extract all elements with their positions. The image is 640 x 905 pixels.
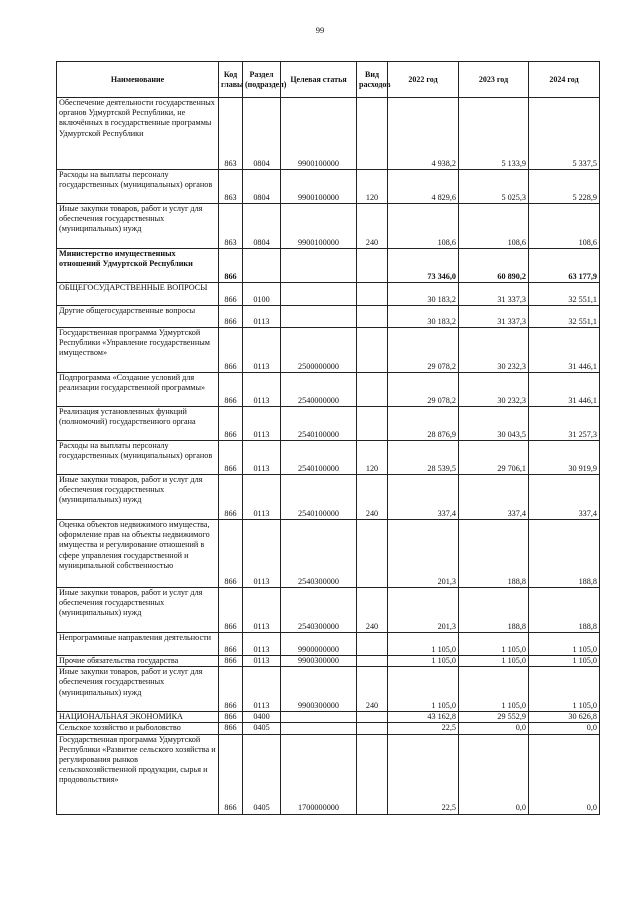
row-2024: 63 177,9 bbox=[529, 249, 600, 283]
row-2023: 30 232,3 bbox=[459, 373, 529, 407]
row-2024: 31 446,1 bbox=[529, 328, 600, 373]
row-code: 866 bbox=[219, 249, 243, 283]
row-2023: 337,4 bbox=[459, 475, 529, 520]
row-2024: 30 626,8 bbox=[529, 712, 600, 723]
row-type: 240 bbox=[357, 588, 388, 633]
row-2023: 29 706,1 bbox=[459, 441, 529, 475]
table-row bbox=[57, 656, 600, 667]
row-section: 0113 bbox=[243, 633, 281, 656]
row-2023: 5 025,3 bbox=[459, 170, 529, 204]
row-2022: 1 105,0 bbox=[388, 656, 459, 667]
table-row bbox=[57, 170, 600, 204]
row-2023: 30 043,5 bbox=[459, 407, 529, 441]
row-2024: 188,8 bbox=[529, 520, 600, 588]
row-code: 863 bbox=[219, 98, 243, 170]
row-2023: 31 337,3 bbox=[459, 283, 529, 306]
row-2022: 337,4 bbox=[388, 475, 459, 520]
table-row bbox=[57, 723, 600, 734]
row-2024: 5 337,5 bbox=[529, 98, 600, 170]
row-2023: 1 105,0 bbox=[459, 667, 529, 712]
row-code: 866 bbox=[219, 475, 243, 520]
row-name: ОБЩЕГОСУДАРСТВЕННЫЕ ВОПРОСЫ bbox=[57, 283, 219, 306]
row-name: Иные закупки товаров, работ и услуг для обеспечения государственных (муниципальных) нужд bbox=[57, 588, 219, 633]
table-row bbox=[57, 98, 600, 170]
header-type: Вид расходов bbox=[357, 62, 388, 98]
header-section: Раздел (подраздел) bbox=[243, 62, 281, 98]
row-2022: 4 938,2 bbox=[388, 98, 459, 170]
row-2023: 188,8 bbox=[459, 588, 529, 633]
row-section: 0113 bbox=[243, 306, 281, 328]
header-article: Целевая статья bbox=[281, 62, 357, 98]
row-section: 0100 bbox=[243, 283, 281, 306]
row-name: Расходы на выплаты персоналу государственных (муниципальных) органов bbox=[57, 441, 219, 475]
row-2022: 201,3 bbox=[388, 588, 459, 633]
row-name: Государственная программа Удмуртской Республики «Развитие сельского хозяйства и регулирования рынков сельскохозяйственной продукции, сырья и продовольствия» bbox=[57, 734, 219, 814]
row-2022: 28 876,9 bbox=[388, 407, 459, 441]
row-article: 2540100000 bbox=[281, 407, 357, 441]
row-2022: 22,5 bbox=[388, 734, 459, 814]
table-row bbox=[57, 249, 600, 283]
row-section: 0113 bbox=[243, 667, 281, 712]
row-section: 0113 bbox=[243, 441, 281, 475]
row-article: 2540300000 bbox=[281, 520, 357, 588]
row-type bbox=[357, 249, 388, 283]
row-type bbox=[357, 306, 388, 328]
row-2022: 29 078,2 bbox=[388, 328, 459, 373]
table-row bbox=[57, 204, 600, 249]
row-2022: 201,3 bbox=[388, 520, 459, 588]
row-article: 9900100000 bbox=[281, 170, 357, 204]
row-2024: 32 551,1 bbox=[529, 306, 600, 328]
row-2022: 43 162,8 bbox=[388, 712, 459, 723]
row-article: 9900100000 bbox=[281, 98, 357, 170]
row-article: 1700000000 bbox=[281, 734, 357, 814]
row-2023: 0,0 bbox=[459, 723, 529, 734]
row-section: 0804 bbox=[243, 170, 281, 204]
row-2024: 0,0 bbox=[529, 734, 600, 814]
row-name: Подпрограмма «Создание условий для реализации государственной программы» bbox=[57, 373, 219, 407]
row-section: 0113 bbox=[243, 588, 281, 633]
row-code: 866 bbox=[219, 734, 243, 814]
row-code: 866 bbox=[219, 283, 243, 306]
row-2022: 73 346,0 bbox=[388, 249, 459, 283]
row-2023: 1 105,0 bbox=[459, 656, 529, 667]
row-section: 0400 bbox=[243, 712, 281, 723]
row-2024: 0,0 bbox=[529, 723, 600, 734]
table-row bbox=[57, 588, 600, 633]
row-section: 0113 bbox=[243, 373, 281, 407]
budget-table bbox=[56, 61, 600, 815]
row-type bbox=[357, 407, 388, 441]
row-section: 0113 bbox=[243, 520, 281, 588]
row-2024: 1 105,0 bbox=[529, 633, 600, 656]
row-name: Другие общегосударственные вопросы bbox=[57, 306, 219, 328]
row-2022: 28 539,5 bbox=[388, 441, 459, 475]
row-2024: 5 228,9 bbox=[529, 170, 600, 204]
row-2024: 108,6 bbox=[529, 204, 600, 249]
row-code: 866 bbox=[219, 712, 243, 723]
row-code: 866 bbox=[219, 441, 243, 475]
row-2023: 188,8 bbox=[459, 520, 529, 588]
table-row bbox=[57, 373, 600, 407]
row-type bbox=[357, 656, 388, 667]
row-2024: 188,8 bbox=[529, 588, 600, 633]
row-type bbox=[357, 633, 388, 656]
row-name: Непрограммные направления деятельности bbox=[57, 633, 219, 656]
row-2023: 108,6 bbox=[459, 204, 529, 249]
header-2022: 2022 год bbox=[388, 62, 459, 98]
row-name: НАЦИОНАЛЬНАЯ ЭКОНОМИКА bbox=[57, 712, 219, 723]
row-2023: 60 890,2 bbox=[459, 249, 529, 283]
row-name: Министерство имущественных отношений Удмуртской Республики bbox=[57, 249, 219, 283]
row-name: Обеспечение деятельности государственных органов Удмуртской Республики, не включённых в государственные программы Удмуртской Республики bbox=[57, 98, 219, 170]
row-article: 2540300000 bbox=[281, 588, 357, 633]
row-type: 240 bbox=[357, 667, 388, 712]
row-type bbox=[357, 712, 388, 723]
header-code: Код главы bbox=[219, 62, 243, 98]
row-name: Расходы на выплаты персоналу государственных (муниципальных) органов bbox=[57, 170, 219, 204]
row-type bbox=[357, 520, 388, 588]
table-row bbox=[57, 283, 600, 306]
row-name: Иные закупки товаров, работ и услуг для обеспечения государственных (муниципальных) нужд bbox=[57, 667, 219, 712]
row-code: 866 bbox=[219, 407, 243, 441]
row-section: 0405 bbox=[243, 723, 281, 734]
row-2022: 1 105,0 bbox=[388, 633, 459, 656]
header-2024: 2024 год bbox=[529, 62, 600, 98]
row-type bbox=[357, 283, 388, 306]
header-2023: 2023 год bbox=[459, 62, 529, 98]
table-row bbox=[57, 734, 600, 814]
row-article bbox=[281, 283, 357, 306]
row-2024: 1 105,0 bbox=[529, 656, 600, 667]
row-type bbox=[357, 723, 388, 734]
row-name: Иные закупки товаров, работ и услуг для обеспечения государственных (муниципальных) нужд bbox=[57, 204, 219, 249]
table-row bbox=[57, 667, 600, 712]
row-code: 866 bbox=[219, 723, 243, 734]
row-code: 866 bbox=[219, 656, 243, 667]
row-2024: 1 105,0 bbox=[529, 667, 600, 712]
row-code: 866 bbox=[219, 520, 243, 588]
row-2024: 30 919,9 bbox=[529, 441, 600, 475]
table-row bbox=[57, 712, 600, 723]
table-row bbox=[57, 633, 600, 656]
row-name: Оценка объектов недвижимого имущества, оформление прав на объекты недвижимого имущества и регулирование отношений в сфере управления государственной и муниципальной собственностью bbox=[57, 520, 219, 588]
row-article: 9900100000 bbox=[281, 204, 357, 249]
row-code: 866 bbox=[219, 588, 243, 633]
row-2022: 30 183,2 bbox=[388, 306, 459, 328]
row-article: 2500000000 bbox=[281, 328, 357, 373]
row-type bbox=[357, 98, 388, 170]
row-name: Сельское хозяйство и рыболовство bbox=[57, 723, 219, 734]
row-2024: 32 551,1 bbox=[529, 283, 600, 306]
row-name: Прочие обязательства государства bbox=[57, 656, 219, 667]
row-type: 120 bbox=[357, 441, 388, 475]
row-article bbox=[281, 723, 357, 734]
row-2023: 0,0 bbox=[459, 734, 529, 814]
row-2023: 30 232,3 bbox=[459, 328, 529, 373]
row-2023: 31 337,3 bbox=[459, 306, 529, 328]
row-section: 0804 bbox=[243, 204, 281, 249]
row-type: 240 bbox=[357, 475, 388, 520]
row-2022: 22,5 bbox=[388, 723, 459, 734]
row-2022: 1 105,0 bbox=[388, 667, 459, 712]
row-section: 0113 bbox=[243, 656, 281, 667]
row-2022: 29 078,2 bbox=[388, 373, 459, 407]
row-article: 9900300000 bbox=[281, 667, 357, 712]
row-code: 866 bbox=[219, 373, 243, 407]
row-section bbox=[243, 249, 281, 283]
page-number: 99 bbox=[315, 25, 325, 35]
row-name: Реализация установленных функций (полномочий) государственного органа bbox=[57, 407, 219, 441]
table-row bbox=[57, 441, 600, 475]
row-2024: 31 446,1 bbox=[529, 373, 600, 407]
row-article: 9900000000 bbox=[281, 633, 357, 656]
row-2022: 4 829,6 bbox=[388, 170, 459, 204]
row-2023: 1 105,0 bbox=[459, 633, 529, 656]
row-section: 0113 bbox=[243, 475, 281, 520]
table-row bbox=[57, 407, 600, 441]
row-name: Государственная программа Удмуртской Республики «Управление государственным имуществом» bbox=[57, 328, 219, 373]
row-code: 866 bbox=[219, 667, 243, 712]
table-row bbox=[57, 328, 600, 373]
header-name: Наименование bbox=[57, 62, 219, 98]
row-2024: 31 257,3 bbox=[529, 407, 600, 441]
row-name: Иные закупки товаров, работ и услуг для обеспечения государственных (муниципальных) нужд bbox=[57, 475, 219, 520]
row-section: 0405 bbox=[243, 734, 281, 814]
row-2023: 29 552,9 bbox=[459, 712, 529, 723]
row-type: 240 bbox=[357, 204, 388, 249]
row-article bbox=[281, 249, 357, 283]
table-row bbox=[57, 520, 600, 588]
row-2022: 30 183,2 bbox=[388, 283, 459, 306]
row-2024: 337,4 bbox=[529, 475, 600, 520]
row-2022: 108,6 bbox=[388, 204, 459, 249]
row-section: 0804 bbox=[243, 98, 281, 170]
row-type: 120 bbox=[357, 170, 388, 204]
row-type bbox=[357, 734, 388, 814]
row-section: 0113 bbox=[243, 328, 281, 373]
table-header-row bbox=[57, 62, 600, 98]
row-article bbox=[281, 306, 357, 328]
row-code: 866 bbox=[219, 306, 243, 328]
row-article: 2540100000 bbox=[281, 475, 357, 520]
row-code: 863 bbox=[219, 204, 243, 249]
row-code: 866 bbox=[219, 633, 243, 656]
row-type bbox=[357, 373, 388, 407]
row-article: 9900300000 bbox=[281, 656, 357, 667]
row-article: 2540000000 bbox=[281, 373, 357, 407]
row-code: 863 bbox=[219, 170, 243, 204]
row-article bbox=[281, 712, 357, 723]
row-code: 866 bbox=[219, 328, 243, 373]
table-row bbox=[57, 475, 600, 520]
row-2023: 5 133,9 bbox=[459, 98, 529, 170]
table-row bbox=[57, 306, 600, 328]
row-type bbox=[357, 328, 388, 373]
row-article: 2540100000 bbox=[281, 441, 357, 475]
row-section: 0113 bbox=[243, 407, 281, 441]
